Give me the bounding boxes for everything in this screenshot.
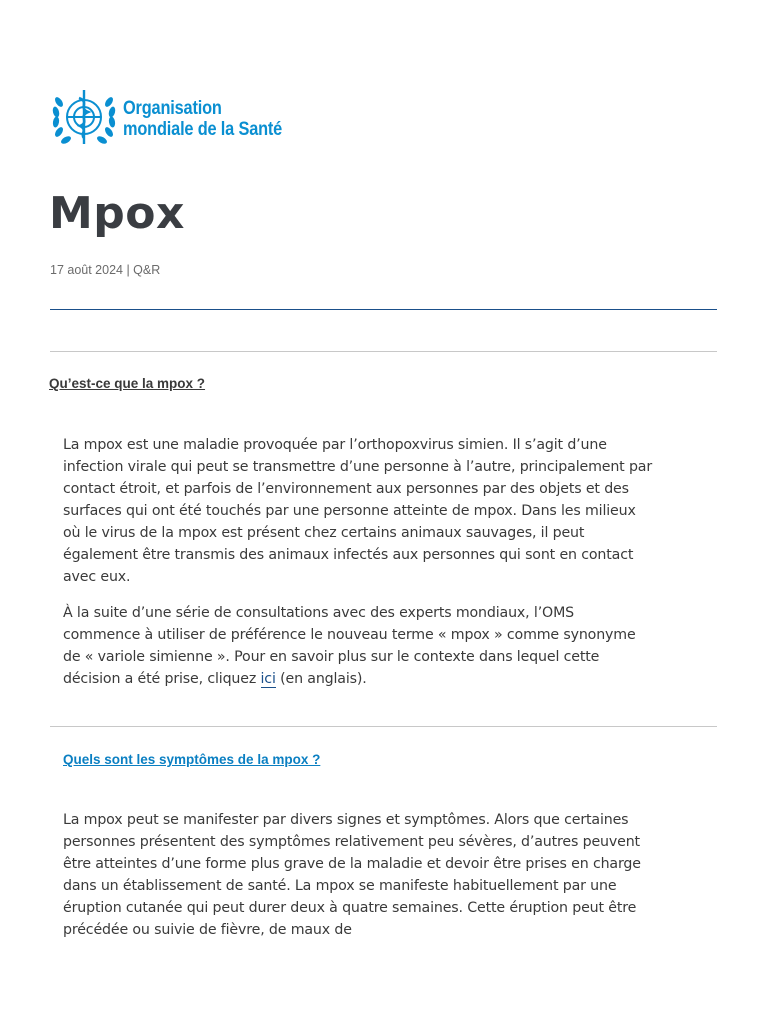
paragraph-text: À la suite d’une série de consultations avec des experts mondiaux, l’OMS commence à utiliser de préférence le nouveau terme « mpox » comme synonyme de « variole simienne ». Pour en savoir plus sur le contexte dans lequel cette décision a été prise, cliquez xyxy=(63,605,636,687)
faq-question-1[interactable]: Qu’est-ce que la mpox ? xyxy=(49,376,206,391)
who-logo[interactable] xyxy=(50,88,308,150)
section-divider-1 xyxy=(50,351,717,352)
logo-line-1: Organisation xyxy=(123,98,222,119)
who-logo-text xyxy=(123,98,282,140)
faq-answer-2-paragraph-1: La mpox peut se manifester par divers signes et symptômes. Alors que certaines personnes présentent des symptômes relativement peu sévères, d’autres peuvent être atteintes d’une forme plus grave de la maladie et devoir être prises en charge dans un établissement de santé. La mpox se manifeste habituellement par une éruption cutanée qui peut durer deux à quatre semaines. Cette éruption peut être précédée ou suivie de fièvre, de maux de xyxy=(63,812,641,938)
paragraph-text: (en anglais). xyxy=(275,671,367,687)
faq-question-2[interactable]: Quels sont les symptômes de la mpox ? xyxy=(63,752,321,767)
ici-link[interactable]: ici xyxy=(260,671,276,687)
page-title: Mpox xyxy=(49,188,185,239)
who-emblem-icon xyxy=(50,88,118,150)
title-divider xyxy=(50,309,717,310)
faq-answer-1-paragraph-1: La mpox est une maladie provoquée par l’orthopoxvirus simien. Il s’agit d’une infection virale qui peut se transmettre d’une personne à l’autre, principalement par contact étroit, et parfois de l’environnement aux personnes par des objets et des surfaces qui ont été touchés par une personne atteinte de mpox. Dans les milieux où le virus de la mpox est présent chez certains animaux sauvages, il peut également être transmis des animaux infectés aux personnes qui sont en contact avec eux. xyxy=(63,437,653,585)
logo-line-2: mondiale de la Santé xyxy=(123,119,283,140)
faq-answer-1-paragraph-2 xyxy=(63,602,653,690)
section-divider-2 xyxy=(50,726,717,727)
article-meta: 17 août 2024 | Q&R xyxy=(50,263,161,277)
